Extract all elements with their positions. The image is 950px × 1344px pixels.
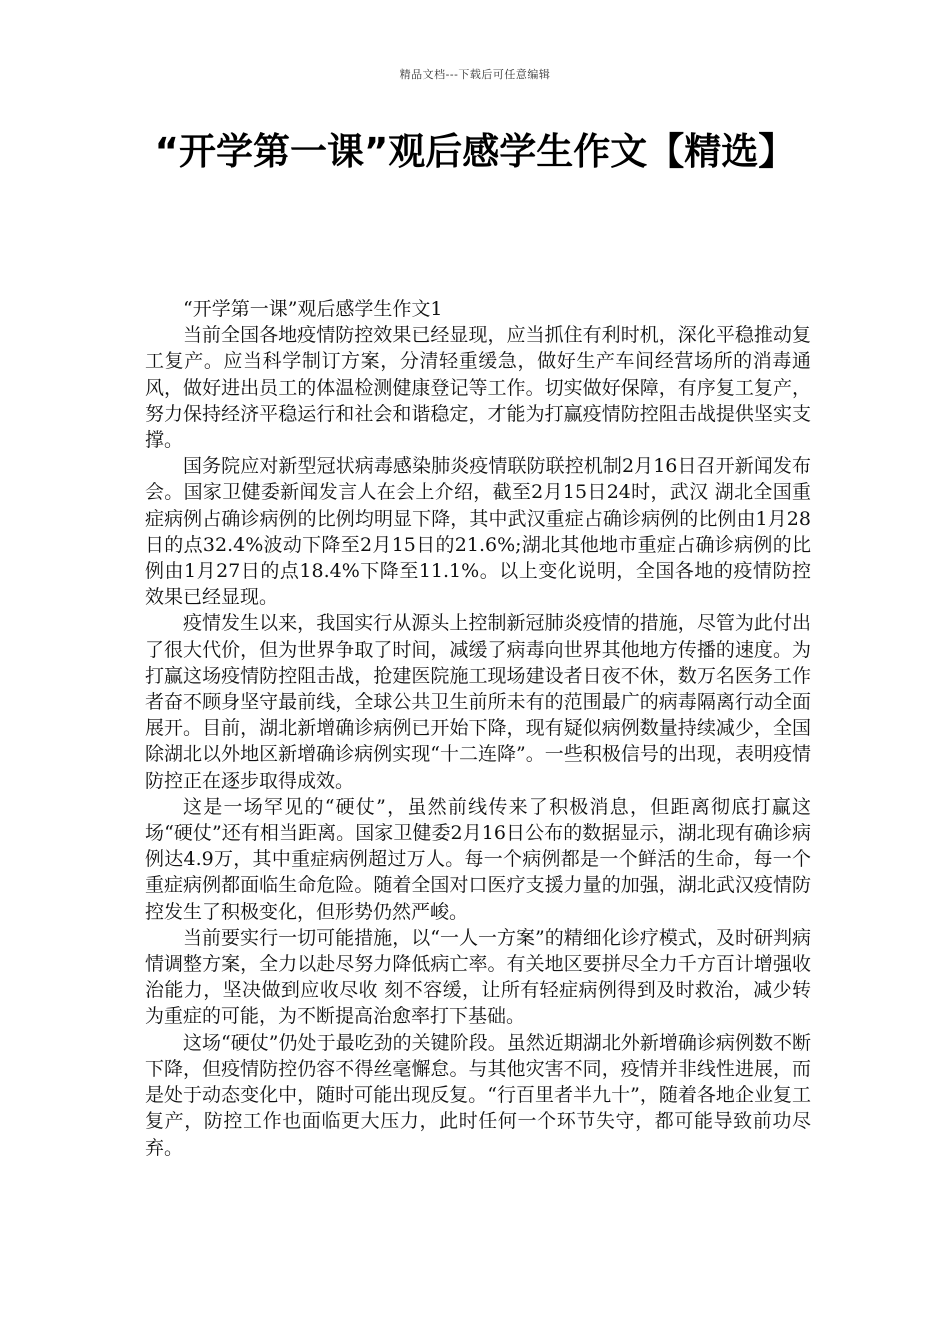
document-body [145,296,811,1161]
paragraph-2: 国务院应对新型冠状病毒感染肺炎疫情联防联控机制2月16日召开新闻发布会。国家卫健委新闻发言人在会上介绍，截至2月15日24时，武汉 湖北全国重症病例占确诊病例的比例均明显下降，其中武汉重症占确诊病例的比例由1月28日的点32.4%波动下降至2月15日的21.6%;湖北其他地市重症占确诊病例的比例由1月27日的点18.4%下降至11.1%。以上变化说明，全国各地的疫情防控效果已经显现。 [145,455,811,609]
essay-subheading: “开学第一课”观后感学生作文1 [183,298,443,320]
paragraph-3: 疫情发生以来，我国实行从源头上控制新冠肺炎疫情的措施，尽管为此付出了很大代价，但为世界争取了时间，减缓了病毒向世界其他地方传播的速度。为打赢这场疫情防控阻击战，抢建医院施工现场建设者日夜不休，数万名医务工作者奋不顾身坚守最前线，全球公共卫生前所未有的范围最广的病毒隔离行动全面展开。目前，湖北新增确诊病例已开始下降，现有疑似病例数量持续减少，全国除湖北以外地区新增确诊病例实现“十二连降”。一些积极信号的出现，表明疫情防控正在逐步取得成效。 [145,612,811,792]
paragraph-5: 当前要实行一切可能措施，以“一人一方案”的精细化诊疗模式，及时研判病情调整方案，全力以赴尽努力降低病亡率。有关地区要拼尽全力千方百计增强收治能力，坚决做到应收尽收 刻不容缓，让所有轻症病例得到及时救治，减少转为重症的可能，为不断提高治愈率打下基础。 [145,926,811,1028]
document-title: “开学第一课”观后感学生作文【精选】 [154,130,796,173]
paragraph-4: 这是一场罕见的“硬仗”，虽然前线传来了积极消息，但距离彻底打赢这场“硬仗”还有相当距离。国家卫健委2月16日公布的数据显示，湖北现有确诊病例达4.9万，其中重症病例超过万人。每一个病例都是一个鲜活的生命，每一个重症病例都面临生命危险。随着全国对口医疗支援力量的加强，湖北武汉疫情防控发生了积极变化，但形势仍然严峻。 [145,795,811,923]
paragraph-1: 当前全国各地疫情防控效果已经显现，应当抓住有利时机，深化平稳推动复工复产。应当科学制订方案，分清轻重缓急，做好生产车间经营场所的消毒通风，做好进出员工的体温检测健康登记等工作。切实做好保障，有序复工复产，努力保持经济平稳运行和社会和谐稳定，才能为打赢疫情防控阻击战提供坚实支撑。 [145,324,811,452]
paragraph-6: 这场“硬仗”仍处于最吃劲的关键阶段。虽然近期湖北外新增确诊病例数不断下降，但疫情防控仍容不得丝毫懈怠。与其他灾害不同，疫情并非线性进展，而是处于动态变化中，随时可能出现反复。“行百里者半九十”，随着各地企业复工复产，防控工作也面临更大压力，此时任何一个环节失守，都可能导致前功尽弃。 [145,1031,811,1159]
header-note: 精品文档---下载后可任意编辑 [399,68,551,81]
